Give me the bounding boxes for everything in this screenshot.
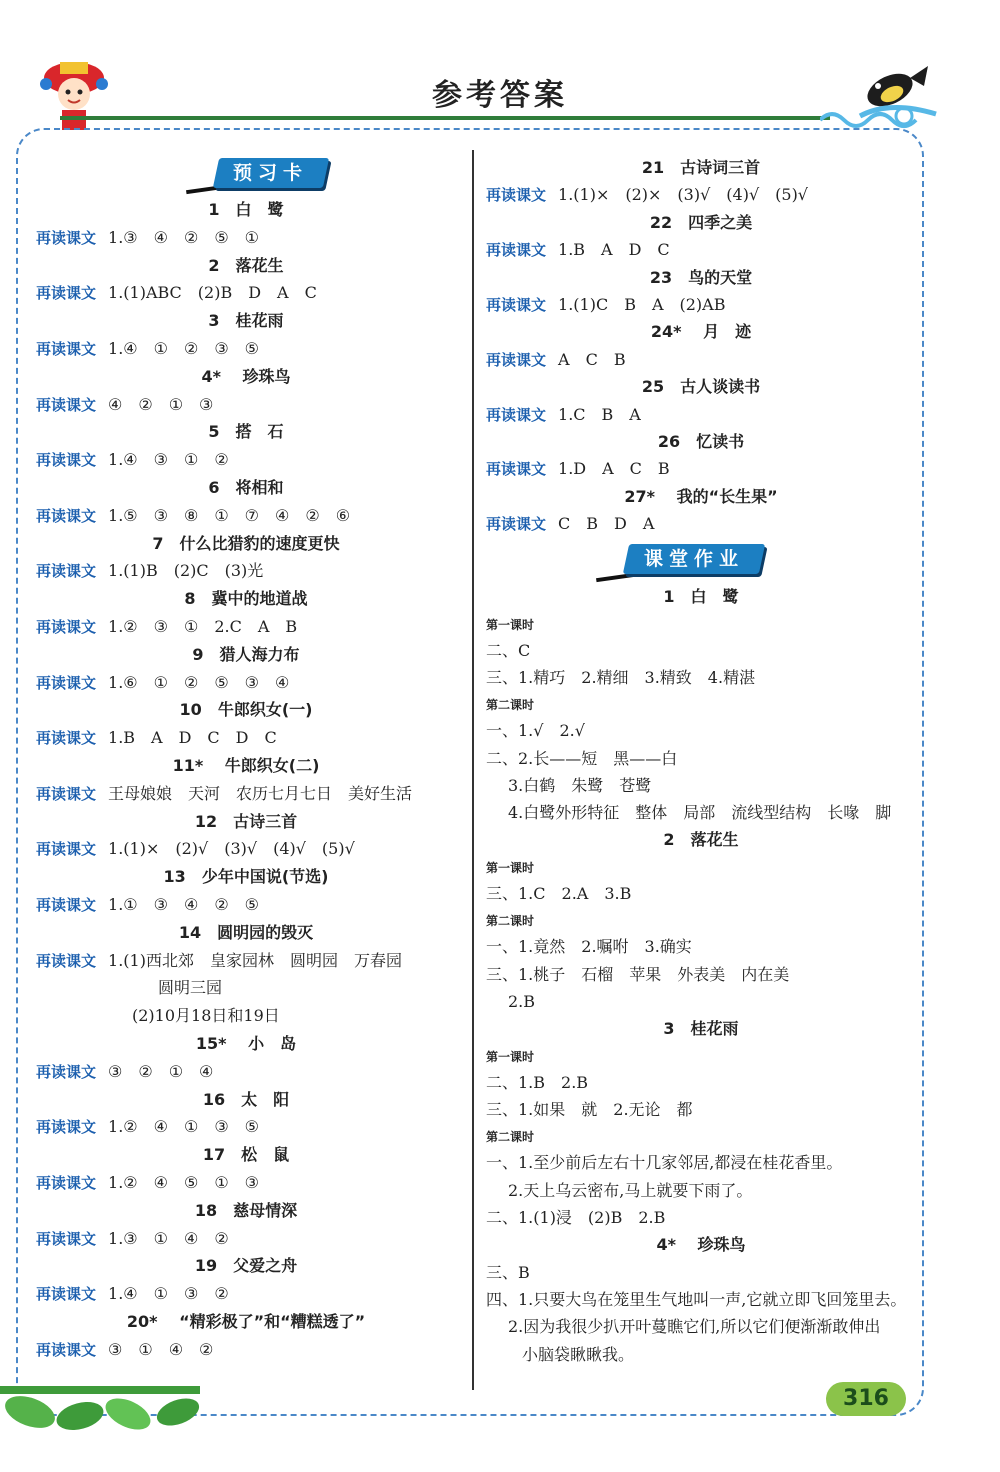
lesson-heading: [486, 266, 916, 290]
header-rule: [60, 116, 830, 120]
answer-row: [486, 512, 916, 536]
answer-text: 1.① ③ ④ ② ⑤: [108, 895, 260, 914]
exercise-subrow: [486, 774, 938, 798]
period-text: 第一课时: [486, 861, 535, 876]
lesson-title: 15* 小 岛: [195, 1034, 297, 1053]
lesson-heading: [36, 420, 456, 444]
exercise-subrow: [486, 990, 938, 1014]
lesson-title: 20* “精彩极了”和“糟糕透了”: [126, 1312, 366, 1331]
exercise-text: 小脑袋瞅瞅我。: [522, 1344, 635, 1364]
lesson-title: 8 冀中的地道战: [184, 589, 308, 609]
answer-row: [36, 782, 456, 806]
exercise-text: 三、1.如果 就 2.无论 都: [486, 1100, 693, 1120]
reread-tag: 再读课文: [36, 340, 97, 358]
lesson-heading: [36, 643, 456, 667]
lesson-heading: [36, 1088, 456, 1112]
exercise-text: 3.白鹤 朱鹭 苍鹭: [508, 775, 652, 795]
reread-tag: 再读课文: [486, 296, 547, 314]
exercise-row: [486, 747, 916, 771]
lesson-title: 4* 珍珠鸟: [201, 366, 291, 386]
answer-row: [36, 1338, 456, 1362]
exercise-text: 四、1.只要大鸟在笼里生气地叫一声,它就立即飞回笼里去。: [486, 1290, 907, 1310]
reread-tag: 再读课文: [36, 562, 97, 581]
answer-text: 1.② ④ ① ③ ⑤: [108, 1117, 260, 1137]
exercise-subrow: [486, 1343, 952, 1367]
reread-tag: 再读课文: [486, 405, 547, 424]
reread-tag: 再读课文: [36, 395, 97, 414]
lesson-heading: [36, 754, 456, 778]
lesson-title: 25 古人谈读书: [641, 377, 761, 397]
wave-icon: [820, 104, 920, 130]
lesson-heading: [486, 1017, 916, 1041]
answer-text: C B D A: [558, 514, 655, 534]
lesson-title: 3 桂花雨: [663, 1019, 739, 1038]
answer-text: 1.(1)B (2)C (3)光: [108, 561, 264, 581]
exercise-row: [486, 1098, 916, 1122]
reread-tag: 再读课文: [36, 673, 97, 692]
lesson-period-label: [486, 613, 916, 637]
reread-tag: 再读课文: [486, 241, 547, 260]
lesson-title: 3 桂花雨: [208, 311, 284, 331]
answer-row: [486, 403, 916, 427]
exercise-text: 二、1.B 2.B: [486, 1073, 589, 1092]
lesson-title: 19 父爱之舟: [194, 1256, 298, 1276]
answer-text: 1.B A D C: [558, 240, 670, 260]
answer-text: 圆明三园: [158, 978, 223, 998]
answer-text: (2)10月18日和19日: [132, 1006, 280, 1026]
period-text: 第一课时: [486, 1050, 535, 1064]
exercise-text: 二、1.(1)浸 (2)B 2.B: [486, 1207, 666, 1227]
lesson-title: 21 古诗词三首: [641, 158, 761, 177]
reread-tag: 再读课文: [36, 951, 97, 970]
lesson-title: 1 白 鹭: [208, 200, 284, 219]
lesson-period-label: [486, 1045, 916, 1069]
page-title: 参考答案: [432, 78, 568, 113]
exercise-text: 2.因为我很少扒开叶蔓瞧它们,所以它们便渐渐敢伸出: [508, 1317, 881, 1337]
lesson-title: 2 落花生: [663, 830, 739, 850]
exercise-text: 三、B: [486, 1263, 530, 1282]
answer-row: [36, 671, 456, 695]
lesson-heading: [36, 1254, 456, 1278]
lesson-title: 5 搭 石: [208, 422, 284, 442]
exercise-subrow: [486, 1179, 938, 1203]
answer-text: ③ ① ④ ②: [108, 1339, 214, 1359]
answer-text: 1.③ ④ ② ⑤ ①: [108, 227, 260, 247]
section-banner-preview: 预习卡: [213, 158, 329, 188]
period-text: 第二课时: [486, 914, 535, 929]
lesson-title: 27* 我的“长生果”: [624, 486, 778, 506]
answer-row: [486, 238, 916, 262]
answer-text: 王母娘娘 天河 农历七月七日 美好生活: [108, 783, 413, 803]
lesson-heading: [36, 587, 456, 611]
reread-tag: 再读课文: [36, 506, 97, 525]
lesson-title: 17 松 鼠: [202, 1145, 290, 1165]
answer-text: A C B: [558, 349, 626, 369]
lesson-period-label: [486, 693, 916, 717]
period-text: 第二课时: [486, 698, 535, 713]
answer-row: [36, 393, 456, 417]
page-number: 316: [826, 1382, 906, 1416]
reread-tag: 再读课文: [36, 840, 97, 859]
answer-continuation: [36, 1004, 552, 1028]
exercise-text: 三、1.精巧 2.精细 3.精致 4.精湛: [486, 668, 756, 688]
exercise-row: [486, 1288, 916, 1312]
lesson-heading: [486, 375, 916, 399]
lesson-heading: [36, 254, 456, 278]
lesson-period-label: [486, 909, 916, 933]
exercise-text: 二、C: [486, 641, 531, 660]
lesson-heading: [36, 1310, 456, 1334]
answer-text: 1.(1)西北郊 皇家园林 圆明园 万春园: [108, 950, 402, 970]
exercise-text: 2.天上乌云密布,马上就要下雨了。: [508, 1180, 753, 1200]
answer-text: 1.C B A: [558, 404, 641, 424]
column-divider: [472, 150, 474, 1390]
answer-text: 1.B A D C D C: [108, 728, 277, 748]
lesson-heading: [36, 309, 456, 333]
lesson-heading: [36, 1032, 456, 1056]
lesson-title: 14 圆明园的毁灭: [178, 922, 314, 942]
reread-tag: 再读课文: [36, 784, 97, 803]
lesson-title: 7 什么比猎豹的速度更快: [152, 533, 340, 553]
lesson-heading: [36, 810, 456, 834]
lesson-title: 23 鸟的天堂: [649, 267, 753, 287]
exercise-text: 三、1.桃子 石榴 苹果 外表美 内在美: [486, 964, 790, 984]
lesson-heading: [36, 1199, 456, 1223]
reread-tag: 再读课文: [486, 460, 547, 479]
reread-tag: 再读课文: [36, 1118, 97, 1137]
answer-row: [36, 1282, 456, 1306]
answer-text: 1.② ④ ⑤ ① ③: [108, 1173, 260, 1192]
lesson-heading: [486, 585, 916, 609]
answer-text: 1.④ ① ② ③ ⑤: [108, 339, 260, 358]
answer-row: [486, 293, 916, 317]
lesson-heading: [36, 532, 456, 556]
lesson-title: 18 慈母情深: [194, 1200, 298, 1220]
answer-row: [36, 949, 456, 973]
lesson-title: 9 猎人海力布: [192, 644, 300, 664]
answer-row: [36, 281, 456, 305]
lesson-title: 6 将相和: [208, 478, 284, 497]
answer-row: [36, 726, 456, 750]
lesson-period-label: [486, 1125, 916, 1149]
lesson-title: 16 太 阳: [202, 1089, 290, 1109]
lesson-heading: [36, 921, 456, 945]
reread-tag: 再读课文: [486, 350, 547, 369]
lesson-heading: [486, 828, 916, 852]
period-text: 第一课时: [486, 618, 535, 632]
lesson-heading: [486, 485, 916, 509]
reread-tag: 再读课文: [36, 729, 97, 748]
exercise-row: [486, 666, 916, 690]
exercise-text: 一、1.至少前后左右十几家邻居,都浸在桂花香里。: [486, 1153, 843, 1173]
answer-row: [36, 837, 456, 861]
reread-tag: 再读课文: [36, 228, 97, 247]
answer-row: [486, 348, 916, 372]
lesson-title: 10 牛郎织女(一): [179, 700, 313, 720]
answer-row: [36, 1171, 456, 1195]
lesson-heading: [486, 320, 916, 344]
exercise-subrow: [486, 1315, 938, 1339]
exercise-row: [486, 882, 916, 906]
lesson-title: 2 落花生: [208, 255, 284, 275]
exercise-row: [486, 719, 916, 743]
exercise-row: [486, 935, 916, 959]
reread-tag: 再读课文: [36, 1062, 97, 1081]
answer-row: [36, 1060, 456, 1084]
lesson-period-label: [486, 856, 916, 880]
answer-text: 1.(1)× (2)× (3)√ (4)√ (5)√: [558, 185, 809, 205]
answer-text: 1.④ ③ ① ②: [108, 450, 229, 470]
lesson-title: 11* 牛郎织女(二): [172, 756, 320, 775]
reread-tag: 再读课文: [36, 1174, 97, 1192]
answer-text: 1.⑤ ③ ⑧ ① ⑦ ④ ② ⑥: [108, 505, 351, 525]
answer-row: [36, 448, 456, 472]
reread-tag: 再读课文: [36, 1229, 97, 1248]
exercise-text: 4.白鹭外形特征 整体 局部 流线型结构 长喙 脚: [508, 803, 892, 822]
lesson-heading: [36, 365, 456, 389]
lesson-heading: [36, 198, 456, 222]
answer-text: 1.④ ① ③ ②: [108, 1284, 229, 1304]
lesson-title: 26 忆读书: [657, 432, 745, 451]
exercise-text: 三、1.C 2.A 3.B: [486, 884, 632, 904]
lesson-title: 12 古诗三首: [194, 811, 298, 831]
answer-row: [486, 457, 916, 481]
exercise-subrow: [486, 801, 938, 825]
lesson-title: 24* 月 迹: [650, 322, 752, 342]
leaf-border-icon: [0, 1372, 240, 1452]
exercise-row: [486, 639, 916, 663]
lesson-heading: [486, 156, 916, 180]
reread-tag: 再读课文: [36, 896, 97, 914]
exercise-text: 一、1.√ 2.√: [486, 721, 585, 741]
answer-text: 1.② ③ ① 2.C A B: [108, 617, 298, 636]
exercise-row: [486, 1206, 916, 1230]
lesson-heading: [486, 211, 916, 235]
answer-text: ③ ② ① ④: [108, 1061, 214, 1081]
lesson-heading: [36, 865, 456, 889]
reread-tag: 再读课文: [36, 451, 97, 470]
lesson-title: 4* 珍珠鸟: [656, 1235, 746, 1254]
answer-row: [36, 1227, 456, 1251]
answer-row: [36, 1115, 456, 1139]
answer-text: 1.③ ① ④ ②: [108, 1228, 229, 1248]
answer-row: [36, 893, 456, 917]
exercise-text: 2.B: [508, 991, 536, 1011]
lesson-heading: [36, 476, 456, 500]
answer-text: 1.⑥ ① ② ⑤ ③ ④: [108, 672, 290, 692]
reread-tag: 再读课文: [36, 618, 97, 636]
answer-row: [36, 504, 456, 528]
lesson-heading: [36, 1143, 456, 1167]
exercise-row: [486, 1261, 916, 1285]
answer-text: 1.(1)× (2)√ (3)√ (4)√ (5)√: [108, 839, 355, 859]
lesson-heading: [486, 1233, 916, 1257]
answer-row: [36, 615, 456, 639]
lesson-heading: [36, 698, 456, 722]
reread-tag: 再读课文: [36, 1285, 97, 1304]
exercise-row: [486, 1151, 916, 1175]
answer-text: ④ ② ① ③: [108, 394, 214, 414]
answer-text: 1.D A C B: [558, 459, 670, 479]
exercise-row: [486, 963, 916, 987]
answer-row: [36, 337, 456, 361]
reread-tag: 再读课文: [36, 1340, 97, 1359]
lesson-title: 13 少年中国说(节选): [163, 867, 329, 887]
reread-tag: 再读课文: [486, 186, 547, 205]
answer-row: [36, 559, 456, 583]
reread-tag: 再读课文: [486, 515, 547, 534]
exercise-text: 一、1.竟然 2.嘱咐 3.确实: [486, 937, 692, 957]
section-banner-classwork: 课堂作业: [623, 544, 765, 574]
lesson-heading: [486, 430, 916, 454]
lesson-title: 22 四季之美: [649, 212, 753, 232]
answer-row: [36, 226, 456, 250]
exercise-row: [486, 1071, 916, 1095]
answer-text: 1.(1)C B A (2)AB: [558, 295, 726, 314]
period-text: 第二课时: [486, 1130, 535, 1145]
lesson-title: 1 白 鹭: [663, 587, 739, 606]
answer-row: [486, 183, 916, 207]
exercise-text: 二、2.长——短 黑——白: [486, 748, 678, 768]
reread-tag: 再读课文: [36, 284, 97, 303]
answer-text: 1.(1)ABC (2)B D A C: [108, 283, 317, 303]
